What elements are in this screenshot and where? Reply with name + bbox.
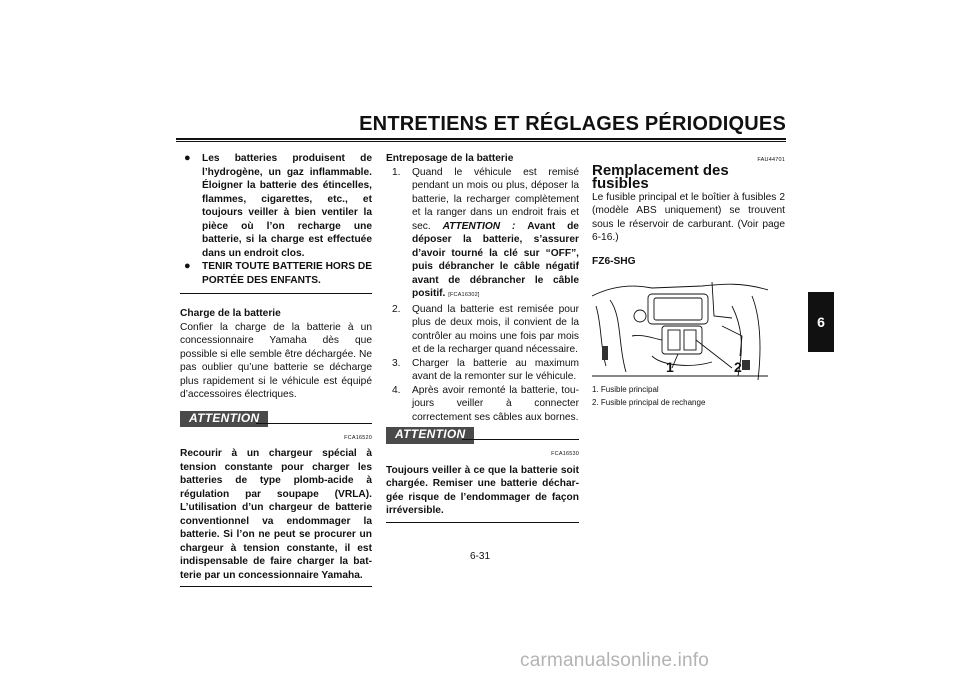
fuse-figure: [592, 276, 768, 380]
fuse-illustration: [592, 276, 768, 380]
figure-legend: [592, 384, 785, 409]
attention-end-rule: [386, 522, 579, 523]
storage-heading: Entreposage de la batterie: [386, 153, 514, 164]
bullet-icon: ●: [184, 152, 191, 164]
inline-attention-text: Avant de déposer la batterie, s’assurer d’avoir tourné la clé sur “OFF”, puis débrancher le câble négatif avant de débrancher le câble positif.: [412, 220, 579, 299]
model-label: FZ6-SHG: [592, 255, 636, 267]
attention-box-header: [180, 410, 372, 430]
column-middle: [386, 152, 579, 523]
attention-rule: [256, 423, 372, 424]
warning-bullet: [180, 260, 372, 287]
attention-label: ATTENTION: [386, 427, 474, 444]
step-number: 4.: [392, 384, 401, 396]
callout-2: 2: [734, 359, 742, 375]
inline-attention-label: ATTENTION :: [442, 220, 516, 232]
inline-code: [FCA16302]: [448, 292, 480, 298]
warning-end-rule: [180, 293, 372, 294]
section-intro: Le fusible principal et le boîtier à fusibles 2 (modèle ABS uniquement) se trouvent sous le réservoir de carburant. (Voir page 6-16.): [592, 191, 785, 243]
storage-steps: [386, 166, 579, 425]
attention-text: Toujours veiller à ce que la batterie soit chargée. Remiser une batterie déchargée risque de l’endommager de façon irréversible.: [386, 464, 579, 516]
list-item: [386, 303, 579, 357]
column-left: [180, 152, 372, 587]
warning-bullet-text: TENIR TOUTE BATTERIE HORS DE PORTÉE DES ENFANTS.: [202, 261, 372, 286]
header-rule-thin: [176, 141, 786, 142]
charge-text: Confier la charge de la batterie à un concessionnaire Yamaha dès que possible si elle semble être déchargée. Ne pas oublier qu’une batterie se décharge plus rapidement si le véhicule est équipé d’accessoires électriques.: [180, 321, 372, 400]
step-number: 1.: [392, 166, 401, 178]
list-item: [386, 357, 579, 384]
step-number: 2.: [392, 303, 401, 315]
header-rule: [176, 138, 786, 140]
chapter-tab: 6: [808, 292, 834, 352]
step-text: Quand la batterie est remisée pour plus de deux mois, il convient de la contrôler au moins une fois par mois et de la recharger quand nécessaire.: [412, 303, 579, 355]
attention-box-header: [386, 426, 579, 446]
page-title: ENTRETIENS ET RÉGLAGES PÉRIODIQUES: [359, 113, 786, 135]
charge-heading: Charge de la batterie: [180, 308, 281, 319]
attention-code: FCA16530: [551, 451, 579, 457]
attention-rule: [462, 439, 579, 440]
attention-end-rule: [180, 586, 372, 587]
list-item: [386, 384, 579, 425]
section-code: FAU44701: [757, 157, 785, 163]
legend-item: 2. Fusible principal de rechange: [592, 397, 706, 407]
section-title: Remplacement des fusibles: [592, 161, 729, 192]
step-number: 3.: [392, 357, 401, 369]
column-right: [592, 152, 785, 409]
callout-1: 1: [666, 359, 674, 375]
list-item: [386, 166, 579, 303]
page-number: 6-31: [469, 551, 490, 562]
warning-bullet-text: Les batteries produisent de l’hydrogène, un gaz inflammable. Éloigner la batterie des étincelles, flammes, cigarettes, etc., et toujours veiller à bien ventiler la pièce où l’on recharge une batterie, si la charge est effectuée dans un endroit clos.: [202, 153, 372, 259]
attention-code: FCA16520: [344, 434, 372, 441]
bullet-icon: ●: [184, 260, 191, 272]
attention-text: Recourir à un chargeur spécial à tension constante pour charger les batteries de type plomb-acide à régulation par soupape (VRLA). L’utilisation d’un chargeur de batterie conventionnel va endommager la batterie. Si l’on ne peut se procurer un chargeur à tension constante, il est indispensable de faire charger la batterie par un concessionnaire Yamaha.: [180, 448, 372, 581]
step-text: Après avoir remonté la batterie, toujours veiller à connecter correctement ses câbles aux bornes.: [412, 384, 579, 423]
legend-item: 1. Fusible principal: [592, 385, 659, 394]
attention-label: ATTENTION: [180, 411, 268, 428]
warning-bullet: [180, 152, 372, 260]
watermark: carmanualsonline.info: [520, 650, 710, 671]
step-text: Charger la batterie au maximum avant de la remonter sur le véhicule.: [412, 357, 579, 382]
step-text: Quand le véhicule est remisé pendant un mois ou plus, déposer la batterie, la recharger complètement et la ranger dans un endroit frais et sec.: [412, 166, 579, 232]
